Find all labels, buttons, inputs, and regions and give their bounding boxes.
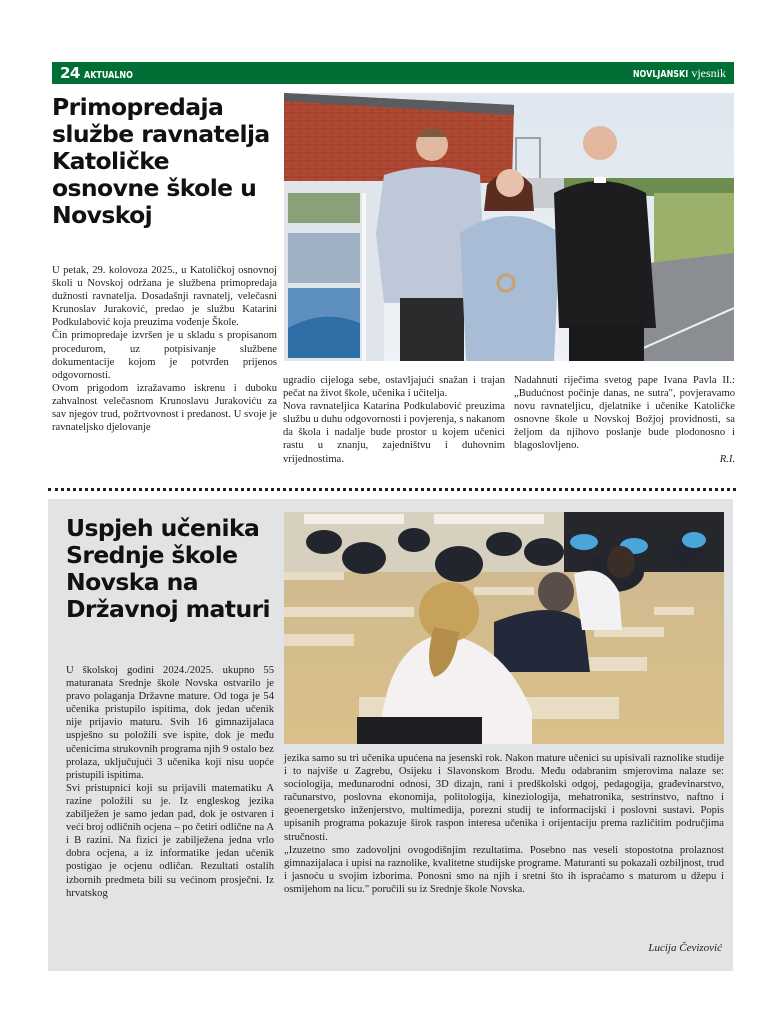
article2-column-2: [284, 752, 724, 896]
group-photo-image: [284, 93, 734, 361]
article1-photo: [284, 93, 734, 361]
header-left: [52, 64, 145, 82]
publication-brand: [619, 66, 734, 81]
exam-hall-image: [284, 512, 724, 744]
article1-paragraph: U petak, 29. kolovoza 2025., u Katoličkoj osnovnoj školi u Novskoj održana je službena primopredaja dužnosti ravnatelja. Dosadašnji ravnatelj, velečasni Krunoslav Juraković, predao je službu Katarini Podkulabović koja preuzima vođenje Škole.: [52, 265, 277, 329]
article2-paragraph: U školskoj godini 2024./2025. ukupno 55 maturanata Srednje škole Novska ostvarilo je pravo polaganja Državne mature. Od toga je 54 učenika pristupilo ispitima, dok jedan učenik nije prijavio maturu. Svih 16 gimnazijalaca uspješno su položili sve ispite, dok je među učenicima strukovnih programa njih 9 ostalo bez prolaza, uključujući 3 učenika koji nisu uopće pristupili ispitima.: [66, 665, 274, 781]
article2-photo: [284, 512, 724, 744]
article2-paragraph: Svi pristupnici koji su prijavili matematiku A razine položili su je. Iz engleskog jezika zabilježen je samo jedan pad, dok je ostvaren i veći broj odličnih ocjena – po četiri odlične na A i B razini. Na fizici je zabilježena jedna vrlo dobra ocjena, a iz informatike jedan učenik postigao je ocjenu odličan. Rezultati ostalih izbornih predmeta bili su većinom prosječni. Iz hrvatskog: [66, 782, 274, 899]
article-divider: [48, 488, 736, 491]
article1-paragraph: Ovom prigodom izražavamo iskrenu i duboku zahvalnost velečasnom Krunoslavu Jurakoviću za sav njegov trud, požrtvovnost i predanost. U svoje je ravnateljsko djelovanje: [52, 382, 277, 434]
article2-column-1: [66, 664, 274, 900]
article1-title: Primopredaja službe ravnatelja Katoličke osnovne škole u Novskoj: [52, 93, 270, 229]
article2-paragraph: jezika samo su tri učenika upućena na jesenski rok. Nakon mature učenici su upisivali raznolike studije i to najviše u Zagrebu, Osijeku i Slavonskom Brodu. Među odabranim smjerovima nalaze se: sociologija, međunarodni odnosi, 3D dizajn, rani i predškolski odgoj, pedagogija, građevinarstvo, računarstvo, poslovna ekonomija, politologija, kineziologija, mehatronika, sestrinstvo, naftno i geoenergetsko inženjerstvo, multimedija, porezni studij te informacijski i poslovni sustavi. Popis upisanih programa pokazuje širok raspon interesa učenika i orijentaciju prema različitim područjima stručnosti.: [284, 753, 724, 843]
article1-paragraph: Nova ravnateljica Katarina Podkulabović preuzima službu u duhu odgovornosti i povjerenja, s nakanom da škola i nadalje bude prostor u kojem učenici rastu u znanju, zajedništvu i duhovnim vrijednostima.: [283, 401, 505, 465]
page-header-bar: [52, 62, 734, 84]
article1-column-3: [514, 374, 735, 466]
page-number: 24: [60, 64, 80, 82]
article1-column-2: [283, 374, 505, 466]
article1-signature: R.I.: [719, 453, 735, 465]
brand-bold: NOVLJANSKI: [632, 68, 689, 80]
brand-light: vjesnik: [691, 65, 726, 80]
article2-signature: Lucija Čevizović: [648, 942, 722, 954]
article2-title: Uspjeh učenika Srednje škole Novska na Državnoj maturi: [66, 514, 271, 623]
article1-column-1: [52, 264, 277, 434]
article1-paragraph: Čin primopredaje izvršen je u skladu s propisanom procedurom, uz potpisivanje službene dokumentacije kojom je potvrđen prijenos odgovornosti.: [52, 330, 277, 381]
article1-paragraph: Nadahnuti riječima svetog pape Ivana Pavla II.: „Budućnost počinje danas, ne sutra", povjeravamo novu ravnateljicu, djelatnike i učenike Katoličke osnovne škole u Novskoj Božjoj providnosti, sa željom da njihovo poslanje bude plodonosno i blagoslovljeno.: [514, 375, 735, 452]
article2-paragraph: „Izuzetno smo zadovoljni ovogodišnjim rezultatima. Posebno nas veseli stopostotna prolaznost gimnazijalaca i upisi na raznolike, kvalitetne studijske programe. Maturanti su pokazali ozbiljnost, trud i jasnoću u svojim izborima. Ponosni smo na njih i sretni što ih ispraćamo s maturom u džepu i osmijehom na licu." poručili su iz Srednje škole Novska.: [284, 844, 724, 895]
section-name: AKTUALNO: [83, 70, 133, 81]
article1-paragraph: ugradio cijeloga sebe, ostavljajući snažan i trajan pečat na život škole, učenika i učitelja.: [283, 375, 505, 400]
